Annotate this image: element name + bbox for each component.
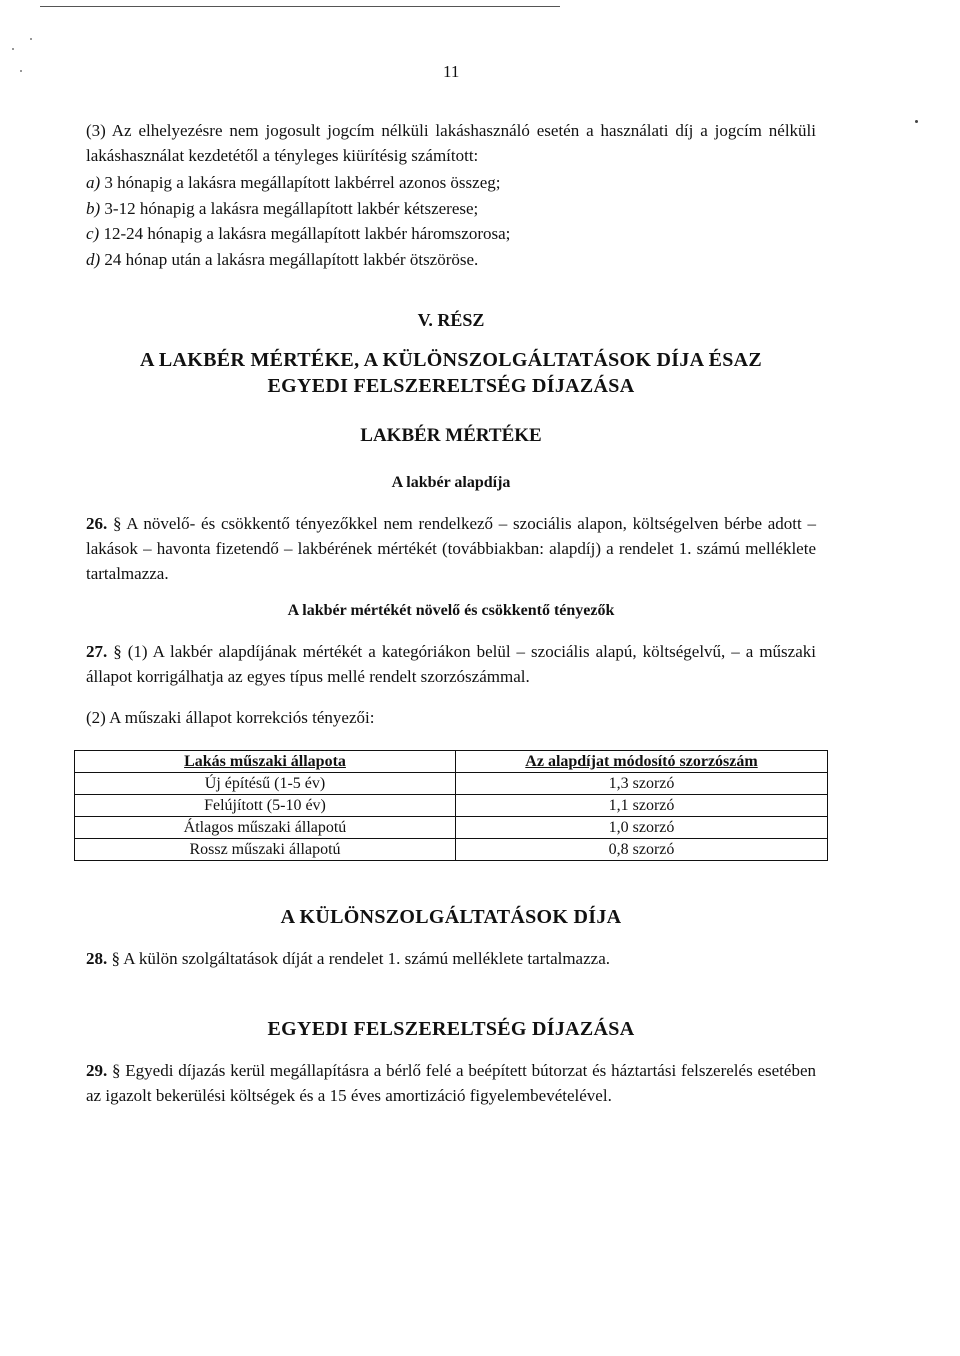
- scan-top-edge-line: [40, 6, 560, 7]
- column-header: Lakás műszaki állapota: [75, 751, 456, 773]
- table-cell: Felújított (5-10 év): [75, 795, 456, 817]
- main-title-line1: A LAKBÉR MÉRTÉKE, A KÜLÖNSZOLGÁLTATÁSOK DÍJA ÉSAZ: [139, 349, 763, 371]
- table-cell: 0,8 szorzó: [456, 839, 828, 861]
- page-number: 11: [443, 62, 460, 81]
- paragraph-29: [86, 1058, 816, 1108]
- list-marker: d): [86, 249, 101, 269]
- list-text: 24 hónap után a lakásra megállapított lakbér ötszöröse.: [100, 249, 479, 269]
- list-text: 3 hónapig a lakásra megállapított lakbérrel azonos összeg;: [100, 173, 501, 192]
- scan-speck: [20, 70, 22, 72]
- paragraph-27-2: (2) A műszaki állapot korrekciós tényezői:: [86, 708, 375, 727]
- list-marker: b): [86, 198, 101, 218]
- paragraph-number: 28.: [86, 949, 108, 968]
- paragraph-text: § A növelő- és csökkentő tényezőkkel nem rendelkező – szociális alapon, költségelven bérbe adott – lakások – havonta fizetendő – lakbérének mértékét (továbbiakban: alapdíj) a rendelet 1. számú melléklete tartalmazza.: [86, 514, 816, 583]
- list-marker: a): [86, 173, 101, 192]
- list-item: [86, 221, 816, 247]
- paragraph-number: 27.: [86, 642, 108, 661]
- list-item: [86, 170, 816, 196]
- table-row: [75, 773, 828, 795]
- list-marker: c): [86, 224, 100, 243]
- table-cell: 1,3 szorzó: [456, 773, 828, 795]
- list-text: 3-12 hónapig a lakásra megállapított lakbér kétszerese;: [100, 198, 479, 218]
- paragraph-text: § (1) A lakbér alapdíjának mértékét a kategóriákon belül – szociális alapú, költségelvű, – a műszaki állapot korrigálhatja az egyes típus mellé rendelt szorzószámmal.: [86, 642, 816, 686]
- table-header-row: [75, 751, 828, 773]
- paragraph-number: 29.: [86, 1061, 108, 1080]
- section-heading-lakber: LAKBÉR MÉRTÉKE: [360, 425, 542, 446]
- list-text: 12-24 hónapig a lakásra megállapított lakbér háromszorosa;: [99, 224, 511, 243]
- scan-speck: [12, 48, 14, 50]
- table-cell: 1,1 szorzó: [456, 795, 828, 817]
- document-body: [86, 118, 816, 1108]
- list-item: [86, 247, 816, 273]
- part-title: V. RÉSZ: [417, 310, 485, 330]
- table-row: [75, 795, 828, 817]
- intro-paragraph: (3) Az elhelyezésre nem jogosult jogcím nélküli lakáshasználó esetén a használati díj a jogcím nélküli lakáshasználat kezdetétől a tényleges kiürítésig számított:: [86, 121, 816, 165]
- paragraph-27: [86, 639, 816, 689]
- paragraph-26: [86, 511, 816, 586]
- usage-fee-list: [86, 170, 816, 272]
- subsection-heading-tenyezok: A lakbér mértékét növelő és csökkentő tényezők: [287, 602, 615, 619]
- column-header: Az alapdíjat módosító szorzószám: [456, 751, 828, 773]
- table-cell: Rossz műszaki állapotú: [75, 839, 456, 861]
- main-title: [86, 347, 816, 399]
- scan-speck: [30, 38, 32, 40]
- table-cell: Átlagos műszaki állapotú: [75, 817, 456, 839]
- paragraph-28: [86, 946, 816, 971]
- subsection-heading-alapdij: A lakbér alapdíja: [391, 474, 511, 491]
- table-cell: Új építésű (1-5 év): [75, 773, 456, 795]
- section-heading-egyedi: EGYEDI FELSZERELTSÉG DÍJAZÁSA: [267, 1018, 635, 1040]
- paragraph-number: 26.: [86, 514, 108, 533]
- list-item: [86, 196, 816, 222]
- correction-factor-table: [74, 750, 828, 861]
- paragraph-text: § Egyedi díjazás kerül megállapításra a bérlő felé a beépített bútorzat és háztartási felszerelés esetében az igazolt bekerülési költségek és a 15 éves amortizáció figyelembevételével.: [86, 1061, 816, 1105]
- scan-speck: [915, 120, 918, 123]
- paragraph-text: § A külön szolgáltatások díját a rendelet 1. számú melléklete tartalmazza.: [107, 949, 610, 968]
- section-heading-kulonszolgaltatasok: A KÜLÖNSZOLGÁLTATÁSOK DÍJA: [280, 906, 622, 928]
- table-row: [75, 839, 828, 861]
- table-cell: 1,0 szorzó: [456, 817, 828, 839]
- main-title-line2: EGYEDI FELSZERELTSÉG DÍJAZÁSA: [267, 375, 635, 397]
- table-row: [75, 817, 828, 839]
